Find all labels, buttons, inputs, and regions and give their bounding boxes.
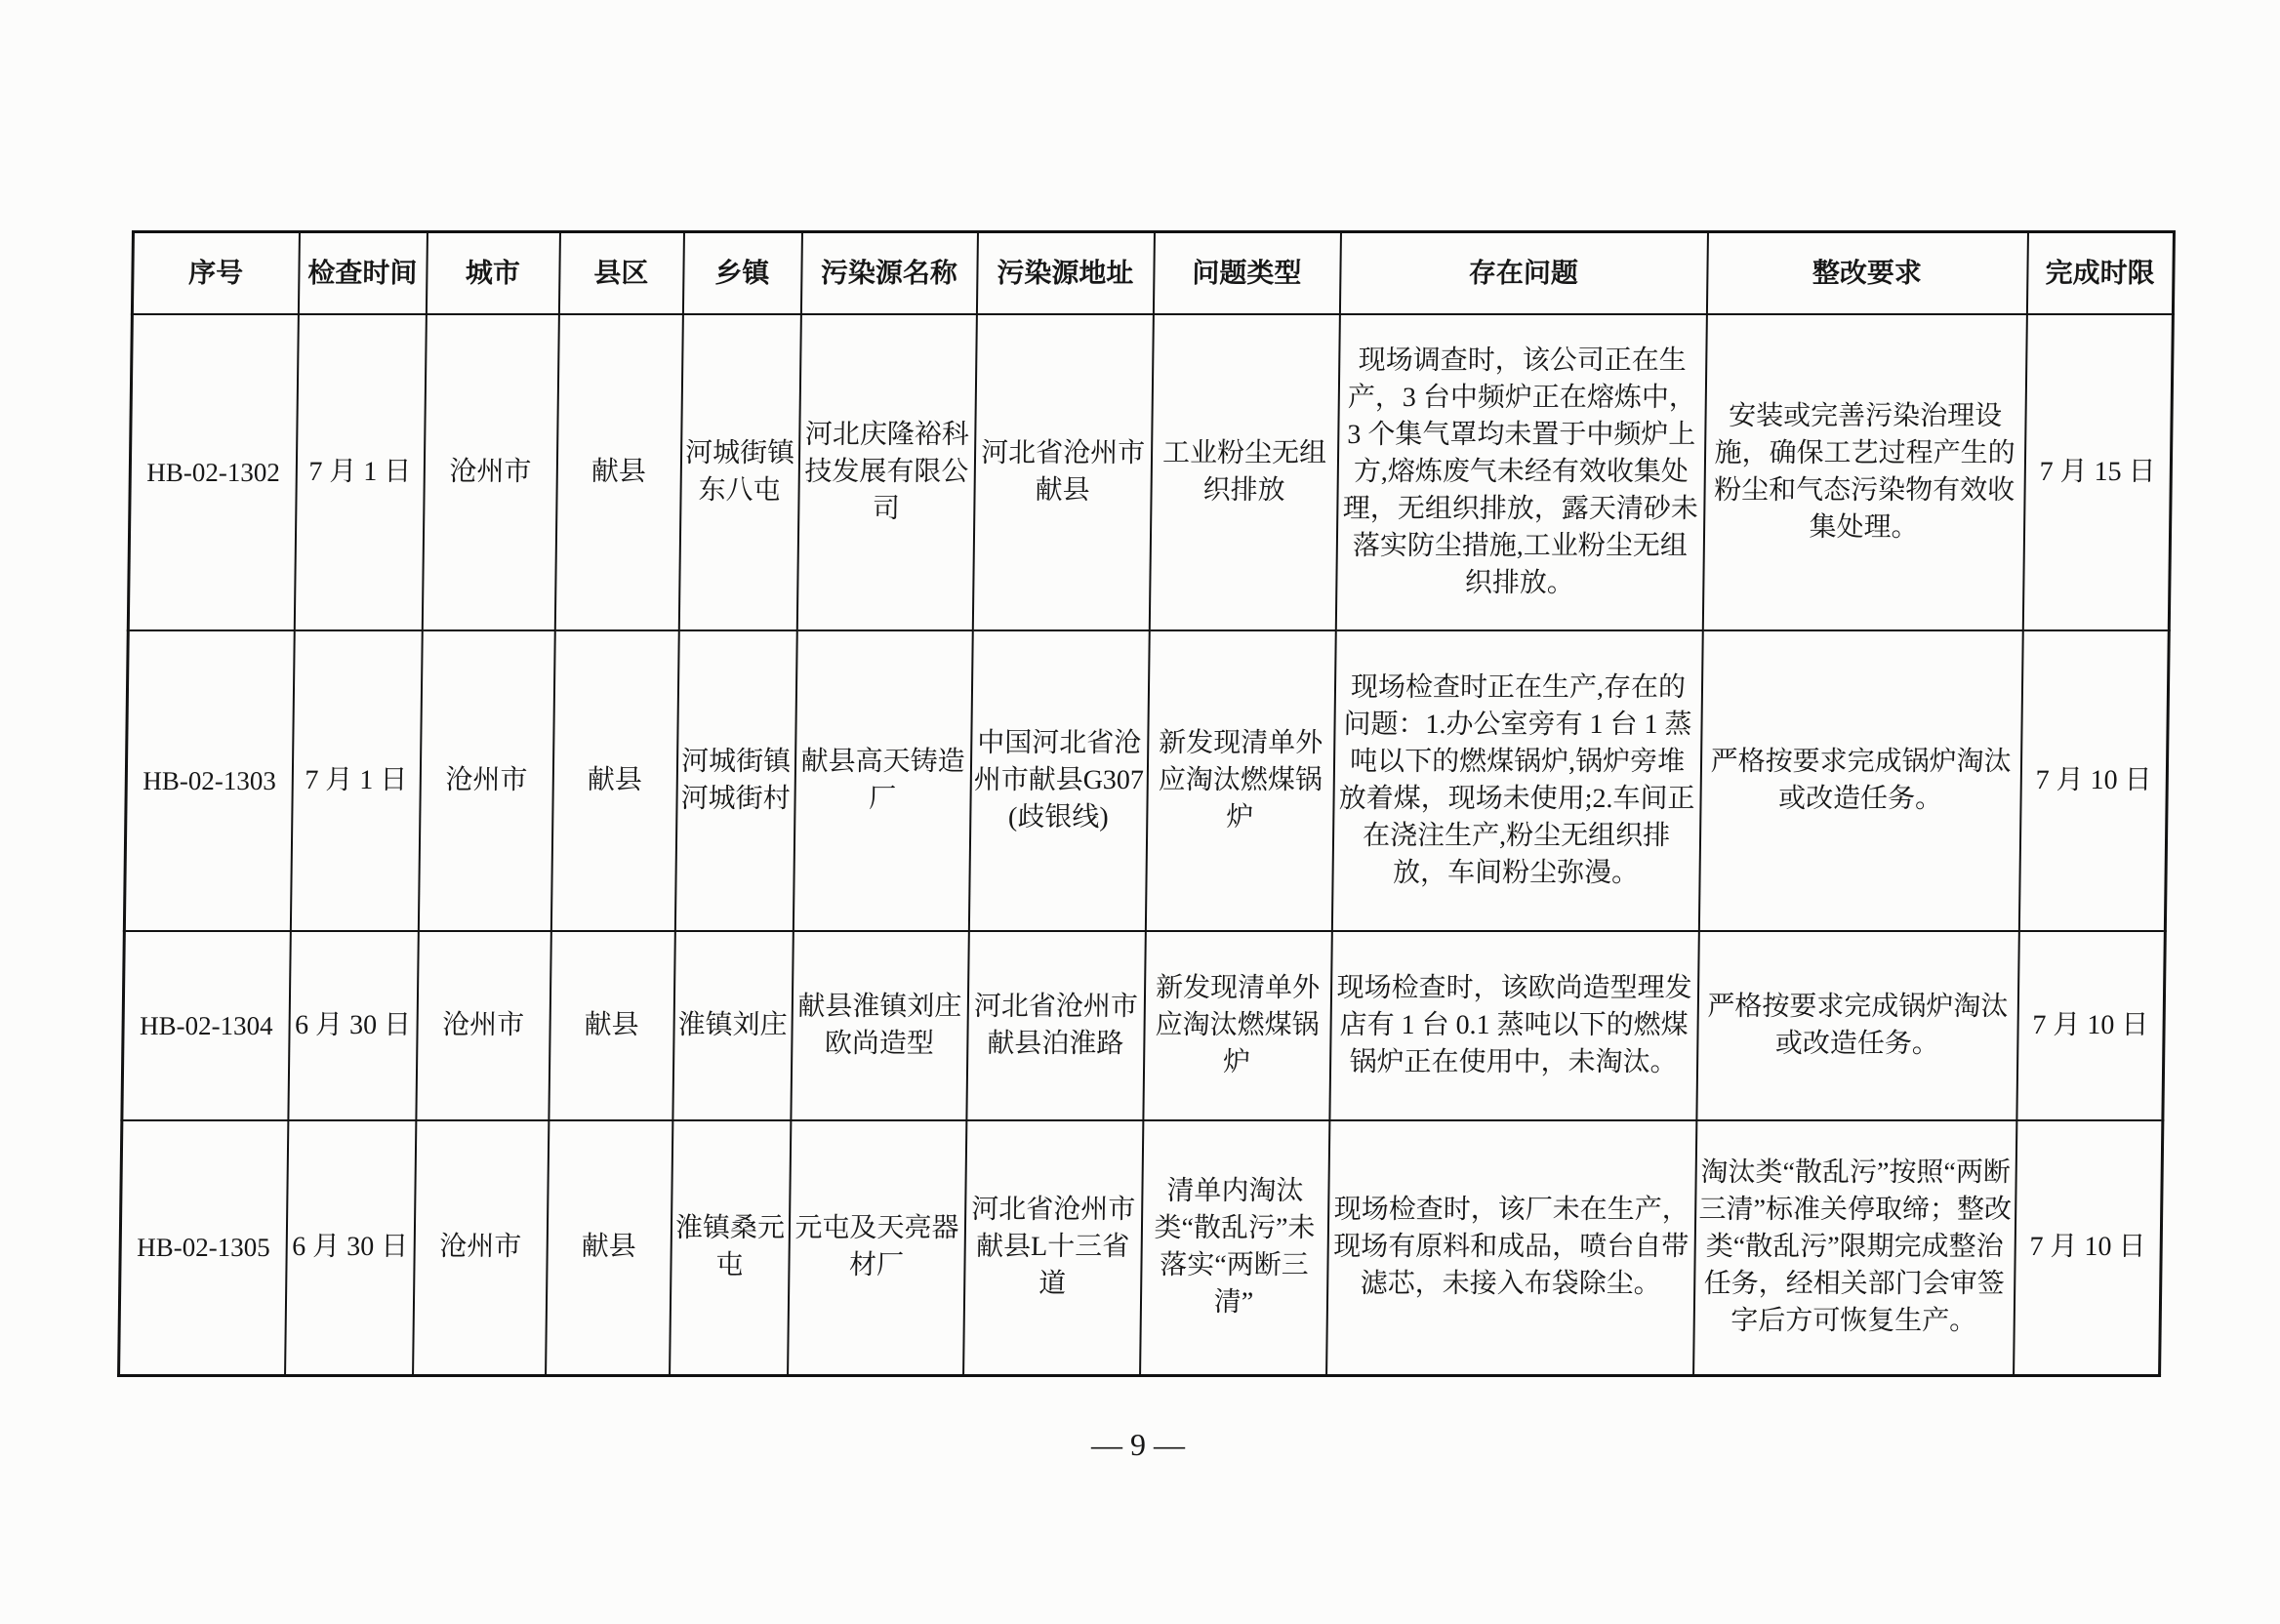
cell-county: 献县: [549, 931, 674, 1120]
header-problem: 存在问题: [1339, 232, 1707, 314]
cell-source-name: 献县淮镇刘庄欧尚造型: [791, 931, 968, 1120]
cell-id: HB-02-1302: [128, 314, 298, 630]
cell-date: 7 月 1 日: [294, 314, 426, 630]
header-town: 乡镇: [682, 232, 801, 314]
cell-issue-type: 新发现清单外应淘汰燃煤锅炉: [1145, 630, 1335, 931]
cell-problem: 现场检查时，该厂未在生产，现场有原料和成品，喷台自带滤芯，未接入布袋除尘。: [1326, 1120, 1696, 1376]
cell-requirement: 严格按要求完成锅炉淘汰或改造任务。: [1696, 931, 2018, 1120]
cell-source-address: 河北省沧州市献县泊淮路: [966, 931, 1145, 1120]
inspection-table: [117, 230, 2176, 1377]
table-row: [119, 1120, 2163, 1376]
cell-source-address: 河北省沧州市献县L十三省道: [963, 1120, 1143, 1376]
cell-town: 河城街镇东八屯: [678, 314, 800, 630]
header-source-address: 污染源地址: [976, 232, 1154, 314]
cell-requirement: 严格按要求完成锅炉淘汰或改造任务。: [1698, 630, 2022, 931]
cell-source-name: 元屯及天亮器材厂: [788, 1120, 966, 1376]
cell-deadline: 7 月 15 日: [2022, 314, 2173, 630]
table-row: [128, 314, 2173, 630]
cell-city: 沧州市: [416, 931, 550, 1120]
cell-city: 沧州市: [422, 314, 558, 630]
header-source-name: 污染源名称: [800, 232, 977, 314]
cell-requirement: 安装或完善污染治理设施，确保工艺过程产生的粉尘和气态污染物有效收集处理。: [1702, 314, 2026, 630]
cell-id: HB-02-1304: [122, 931, 290, 1120]
cell-id: HB-02-1303: [124, 630, 294, 931]
cell-deadline: 7 月 10 日: [2014, 1120, 2163, 1376]
cell-problem: 现场检查时，该欧尚造型理发店有 1 台 0.1 蒸吨以下的燃煤锅炉正在使用中，未淘汰。: [1329, 931, 1698, 1120]
cell-issue-type: 清单内淘汰类“散乱污”未落实“两断三清”: [1140, 1120, 1329, 1376]
cell-county: 献县: [550, 630, 678, 931]
cell-source-name: 献县高天铸造厂: [793, 630, 972, 931]
cell-date: 6 月 30 日: [288, 931, 418, 1120]
cell-county: 献县: [554, 314, 682, 630]
cell-source-name: 河北庆隆裕科技发展有限公司: [796, 314, 976, 630]
cell-date: 7 月 1 日: [290, 630, 422, 931]
cell-requirement: 淘汰类“散乱污”按照“两断三清”标准关停取缔；整改类“散乱污”限期完成整治任务，经相关部门会审签字后方可恢复生产。: [1693, 1120, 2016, 1376]
cell-county: 献县: [546, 1120, 672, 1376]
header-id: 序号: [132, 232, 299, 314]
cell-issue-type: 工业粉尘无组织排放: [1149, 314, 1339, 630]
table-row: [122, 931, 2165, 1120]
cell-city: 沧州市: [413, 1120, 549, 1376]
cell-source-address: 河北省沧州市献县: [972, 314, 1153, 630]
header-requirement: 整改要求: [1706, 232, 2027, 314]
table-header-row: [132, 232, 2174, 314]
cell-id: HB-02-1305: [119, 1120, 288, 1376]
header-date: 检查时间: [298, 232, 427, 314]
header-deadline: 完成时限: [2026, 232, 2174, 314]
cell-issue-type: 新发现清单外应淘汰燃煤锅炉: [1143, 931, 1331, 1120]
cell-town: 河城街镇河城街村: [674, 630, 796, 931]
cell-problem: 现场检查时正在生产,存在的问题：1.办公室旁有 1 台 1 蒸吨以下的燃煤锅炉,锅炉旁堆放着煤，现场未使用;2.车间正在浇注生产,粉尘无组织排放，车间粉尘弥漫。: [1331, 630, 1702, 931]
cell-city: 沧州市: [418, 630, 554, 931]
table-row: [124, 630, 2169, 931]
cell-source-address: 中国河北省沧州市献县G307(歧银线): [968, 630, 1149, 931]
cell-deadline: 7 月 10 日: [2018, 630, 2169, 931]
cell-town: 淮镇桑元屯: [670, 1120, 791, 1376]
header-issue-type: 问题类型: [1153, 232, 1340, 314]
cell-date: 6 月 30 日: [285, 1120, 416, 1376]
page-number: — 9 —: [1091, 1427, 1185, 1462]
header-county: 县区: [558, 232, 683, 314]
header-city: 城市: [426, 232, 559, 314]
cell-deadline: 7 月 10 日: [2016, 931, 2165, 1120]
cell-problem: 现场调查时，该公司正在生产，3 台中频炉正在熔炼中，3 个集气罩均未置于中频炉上方,熔炼废气未经有效收集处理，无组织排放，露天清砂未落实防尘措施,工业粉尘无组织排放。: [1335, 314, 1706, 630]
cell-town: 淮镇刘庄: [672, 931, 793, 1120]
inspection-table-wrapper: [117, 230, 2173, 1377]
